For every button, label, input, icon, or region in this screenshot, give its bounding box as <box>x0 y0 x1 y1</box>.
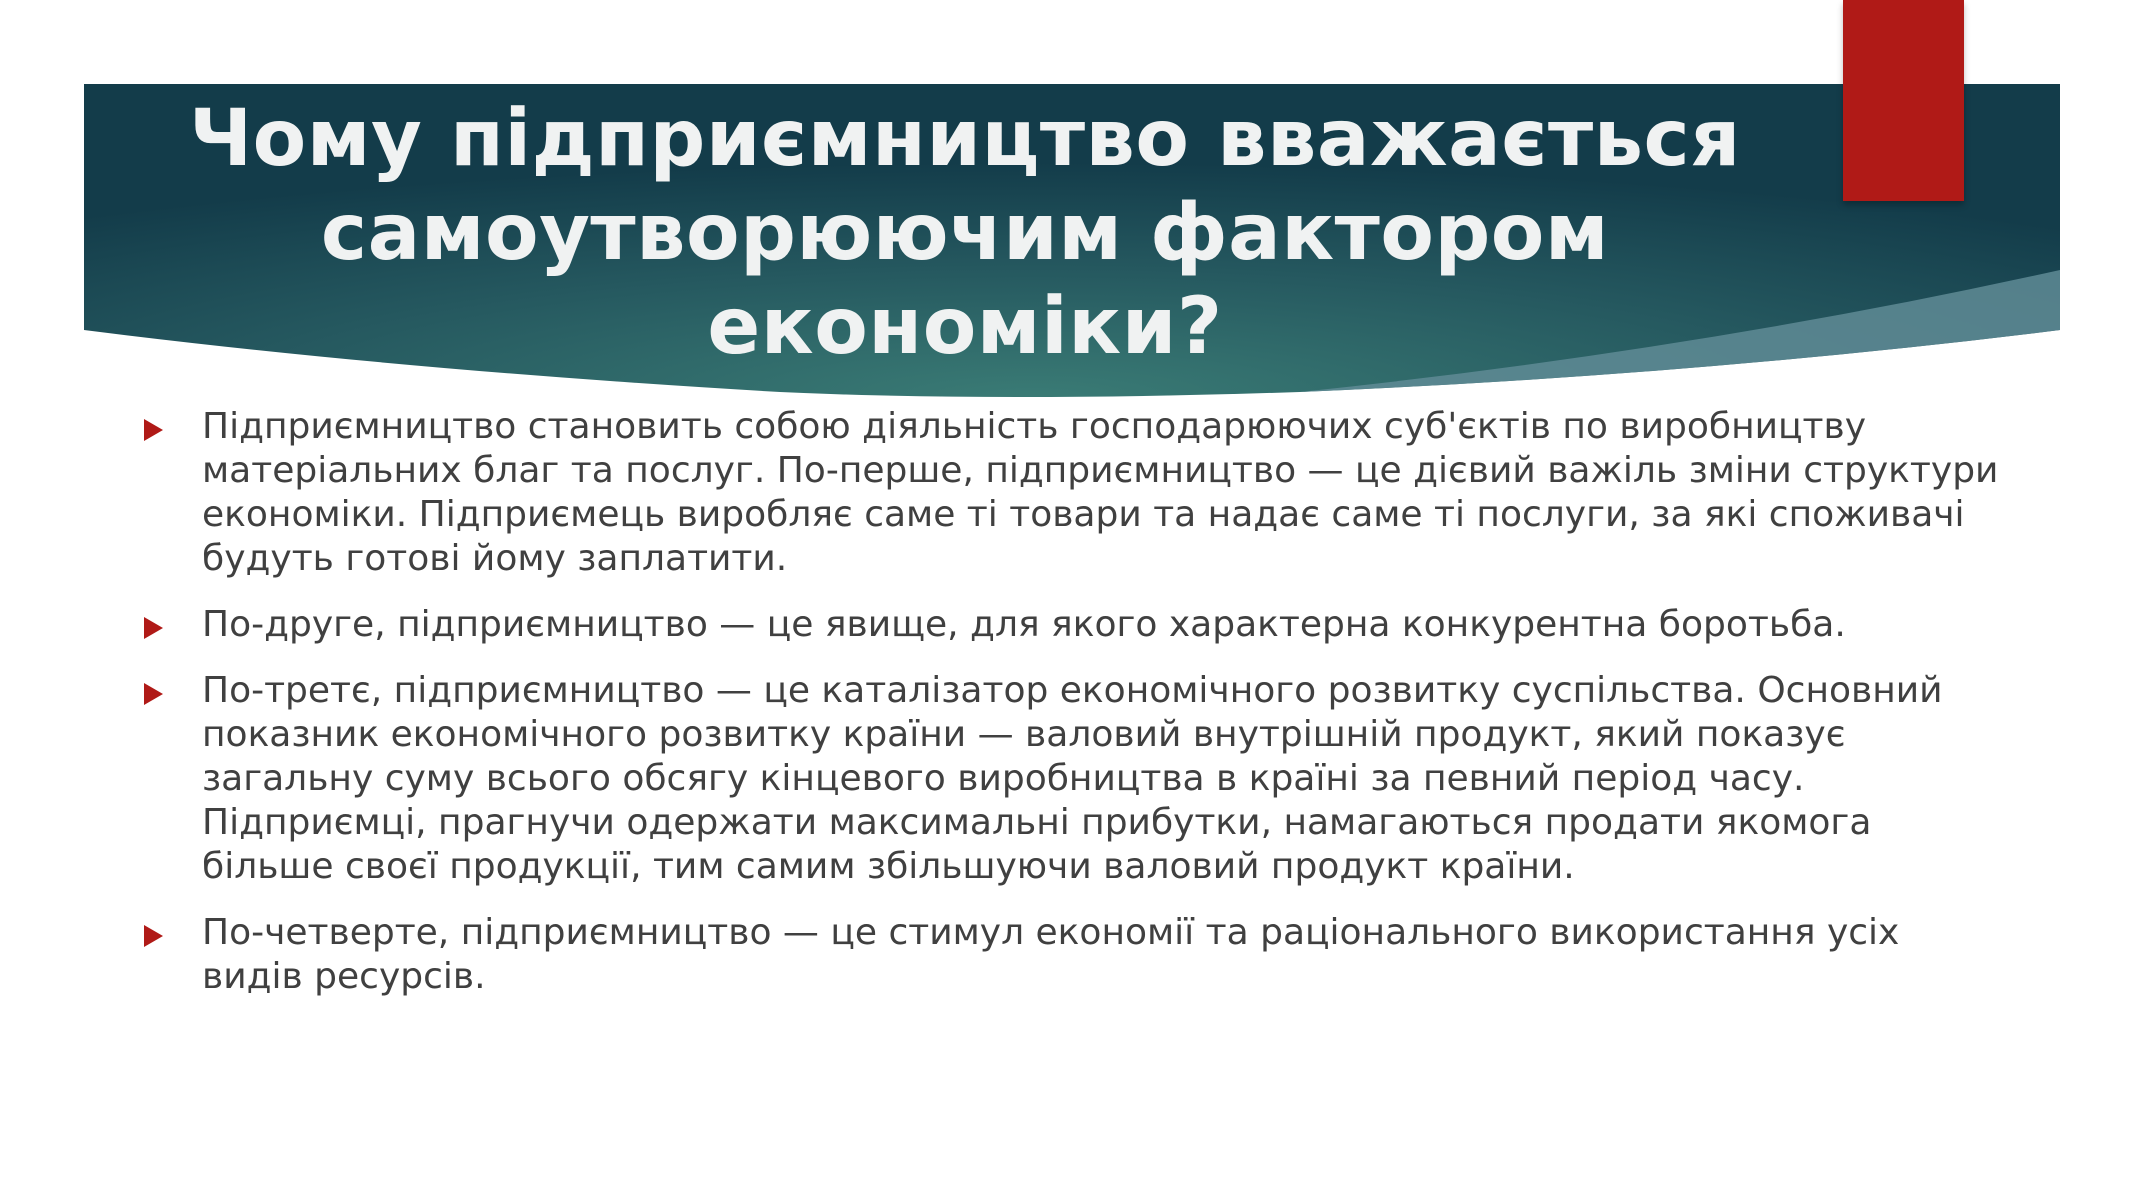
bullet-item <box>140 911 2000 999</box>
bullet-item <box>140 669 2000 889</box>
red-triangle-bullet-icon <box>144 617 163 639</box>
bullet-item <box>140 603 2000 647</box>
red-triangle-bullet-icon <box>144 419 163 441</box>
bullet-item <box>140 405 2000 581</box>
slide-title: Чому підприємництво вважається самоутворюючим фактором економіки? <box>189 94 1741 372</box>
red-triangle-bullet-icon <box>144 683 163 705</box>
red-accent-tab <box>1843 0 1964 201</box>
bullet-text: Підприємництво становить собою діяльність господарюючих суб'єктів по виробництву матеріальних благ та послуг. По-перше, підприємництво — це дієвий важіль зміни структури економіки. Підприємець виробляє саме ті товари та надає саме ті послуги, за які споживачі будуть готові йому заплатити. <box>202 406 1999 579</box>
bullet-text: По-третє, підприємництво — це каталізатор економічного розвитку суспільства. Основний показник економічного розвитку країни — валовий внутрішній продукт, який показує загальну суму всього обсягу кінцевого виробництва в країні за певний період часу. Підприємці, прагнучи одержати максимальні прибутки, намагаються продати якомога більше своєї продукції, тим самим збільшуючи валовий продукт країни. <box>202 670 1943 887</box>
bullet-text: По-четверте, підприємництво — це стимул економії та раціонального використання усіх видів ресурсів. <box>202 912 1900 997</box>
bullet-text: По-друге, підприємництво — це явище, для якого характерна конкурентна боротьба. <box>202 604 1846 645</box>
red-triangle-bullet-icon <box>144 925 163 947</box>
bullet-list <box>140 405 2000 1021</box>
